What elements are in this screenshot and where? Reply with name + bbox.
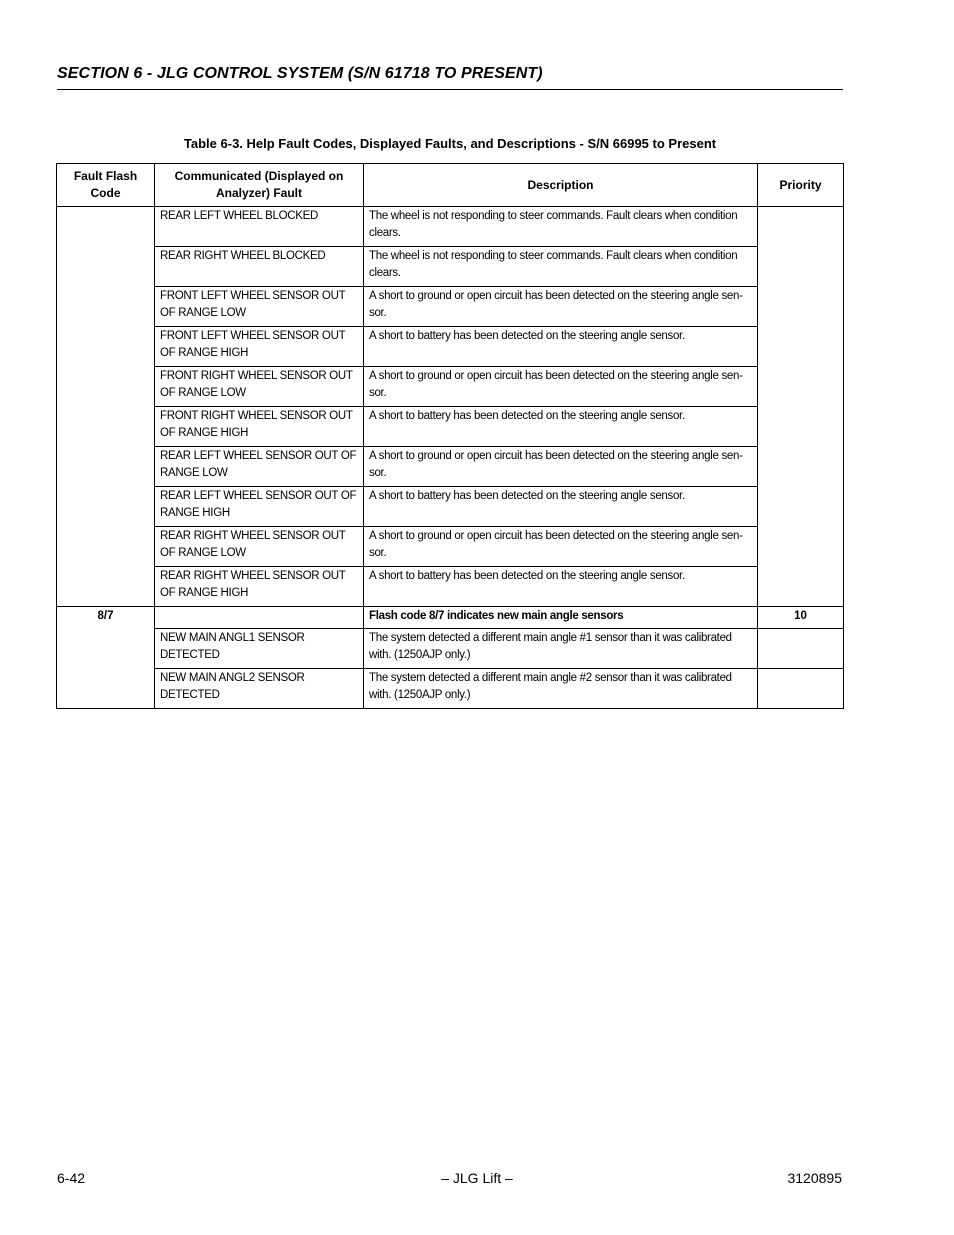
- section-header: [57, 64, 843, 90]
- fault-cell: FRONT RIGHT WHEEL SENSOR OUT OF RANGE HIGH: [155, 407, 364, 447]
- description-cell: The wheel is not responding to steer commands. Fault clears when condition clears.: [364, 247, 758, 287]
- description-cell: A short to ground or open circuit has been detected on the steering angle sen-sor.: [364, 367, 758, 407]
- column-header-fault: Communicated (Displayed on Analyzer) Fault: [155, 164, 364, 207]
- description-cell: A short to ground or open circuit has been detected on the steering angle sen-sor.: [364, 447, 758, 487]
- fault-cell: [155, 607, 364, 629]
- table-row: [57, 207, 844, 247]
- priority-cell: [758, 629, 844, 669]
- description-cell: The system detected a different main angle #1 sensor than it was calibrated with. (1250AJP only.): [364, 629, 758, 669]
- table-caption: Table 6-3. Help Fault Codes, Displayed Faults, and Descriptions - S/N 66995 to Present: [183, 136, 717, 151]
- table-row: [57, 629, 844, 669]
- section-title: SECTION 6 - JLG CONTROL SYSTEM (S/N 61718 TO PRESENT): [57, 65, 543, 82]
- priority-cell: [758, 669, 844, 709]
- table-row: [57, 487, 844, 527]
- fault-cell: REAR RIGHT WHEEL SENSOR OUT OF RANGE LOW: [155, 527, 364, 567]
- priority-cell: [758, 207, 844, 607]
- description-cell: The system detected a different main angle #2 sensor than it was calibrated with. (1250AJP only.): [364, 669, 758, 709]
- fault-cell: REAR LEFT WHEEL SENSOR OUT OF RANGE HIGH: [155, 487, 364, 527]
- description-cell: A short to ground or open circuit has been detected on the steering angle sen-sor.: [364, 287, 758, 327]
- description-cell: The wheel is not responding to steer commands. Fault clears when condition clears.: [364, 207, 758, 247]
- table-row: [57, 327, 844, 367]
- fault-cell: NEW MAIN ANGL1 SENSOR DETECTED: [155, 629, 364, 669]
- document-number: 3120895: [787, 1170, 842, 1186]
- page-number: 6-42: [57, 1170, 86, 1186]
- description-cell: A short to battery has been detected on the steering angle sensor.: [364, 487, 758, 527]
- column-header-description: Description: [364, 164, 758, 207]
- column-header-code: Fault Flash Code: [57, 164, 155, 207]
- table-row: [57, 287, 844, 327]
- column-header-priority: Priority: [758, 164, 844, 207]
- description-cell: A short to battery has been detected on the steering angle sensor.: [364, 567, 758, 607]
- description-cell: A short to ground or open circuit has been detected on the steering angle sen-sor.: [364, 527, 758, 567]
- table-header-row: [57, 164, 844, 207]
- fault-cell: NEW MAIN ANGL2 SENSOR DETECTED: [155, 669, 364, 709]
- fault-cell: REAR RIGHT WHEEL BLOCKED: [155, 247, 364, 287]
- fault-cell: REAR LEFT WHEEL SENSOR OUT OF RANGE LOW: [155, 447, 364, 487]
- fault-code-cell: [57, 207, 155, 607]
- description-cell: A short to battery has been detected on the steering angle sensor.: [364, 407, 758, 447]
- table-row-group-header: [57, 607, 844, 629]
- description-cell: A short to battery has been detected on the steering angle sensor.: [364, 327, 758, 367]
- fault-cell: FRONT RIGHT WHEEL SENSOR OUT OF RANGE LOW: [155, 367, 364, 407]
- table-row: [57, 527, 844, 567]
- fault-cell: FRONT LEFT WHEEL SENSOR OUT OF RANGE LOW: [155, 287, 364, 327]
- priority-cell: 10: [758, 607, 844, 629]
- table-row: [57, 669, 844, 709]
- fault-cell: REAR RIGHT WHEEL SENSOR OUT OF RANGE HIGH: [155, 567, 364, 607]
- description-cell: Flash code 8/7 indicates new main angle sensors: [364, 607, 758, 629]
- table-row: [57, 567, 844, 607]
- fault-cell: REAR LEFT WHEEL BLOCKED: [155, 207, 364, 247]
- table-row: [57, 407, 844, 447]
- fault-codes-table: [56, 163, 844, 709]
- fault-code-cell: 8/7: [57, 607, 155, 709]
- table-row: [57, 247, 844, 287]
- table-row: [57, 367, 844, 407]
- table-row: [57, 447, 844, 487]
- fault-cell: FRONT LEFT WHEEL SENSOR OUT OF RANGE HIGH: [155, 327, 364, 367]
- publisher-label: – JLG Lift –: [441, 1170, 513, 1186]
